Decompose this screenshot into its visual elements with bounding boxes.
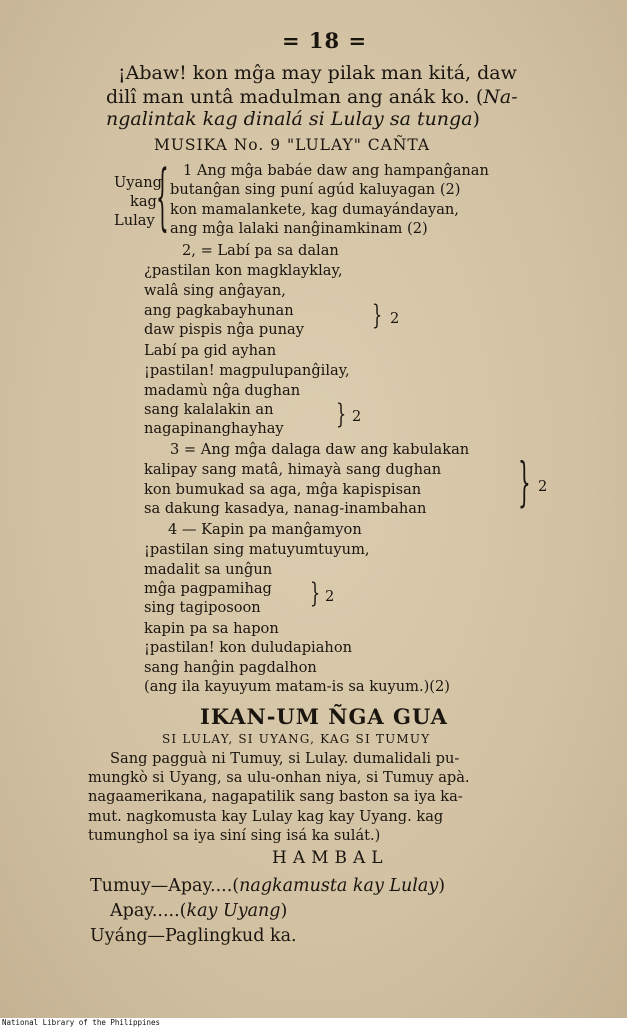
repeat-mark: 2 (325, 588, 335, 605)
intro-line-2-text: dilî man untâ madulman ang anák ko. ( (106, 86, 484, 108)
section-subtitle: SI LULAY, SI UYANG, KAG SI TUMUY (162, 732, 431, 746)
speaker-brace: { (156, 152, 169, 240)
musika-heading: MUSIKA No. 9 "LULAY" CAÑTA (154, 136, 431, 154)
repeat-mark: 2 (352, 408, 362, 425)
song-line: sang kalalakin an (144, 401, 274, 418)
song-line: ¡pastilan! magpulupanĝilay, (144, 362, 350, 379)
intro-line-3-close: ) (472, 108, 480, 130)
hambal-heading: HAMBAL (272, 848, 389, 868)
song-line: 3 = Ang mĝa dalaga daw ang kabulakan (170, 441, 470, 458)
repeat-brace: } (336, 397, 347, 430)
intro-line-3 (106, 108, 480, 130)
song-line: walâ sing anĝayan, (144, 282, 286, 299)
song-line: ang mĝa lalaki nanĝinamkinam (2) (170, 220, 428, 237)
song-line: madalit sa unĝun (144, 561, 273, 578)
intro-line-2-italic: Na- (483, 86, 518, 108)
song-line: ¡pastilan sing matuyumtuyum, (144, 541, 370, 558)
song-line: sang hanĝin pagdalhon (144, 659, 317, 676)
prose-line: mut. nagkomusta kay Lulay kag kay Uyang. kag (88, 808, 444, 825)
song-line: 4 — Kapin pa manĝamyon (168, 521, 362, 538)
dialogue-text: Tumuy—Apay....( (90, 876, 240, 896)
song-line: sing tagiposoon (144, 599, 261, 616)
repeat-brace: } (310, 576, 321, 609)
footer-credit: National Library of the Philippines (0, 1018, 627, 1028)
prose-line: tumunghol sa iya siní sing isá ka sulát.) (88, 827, 381, 844)
prose-line: mungkò si Uyang, sa ulu-onhan niya, si Tumuy apà. (88, 769, 470, 786)
song-line: daw pispis nĝa punay (144, 321, 304, 338)
stage-direction: kay Uyang (186, 901, 281, 921)
intro-line-1: ¡Abaw! kon mĝa may pilak man kitá, daw (118, 62, 517, 84)
repeat-mark: 2 (538, 478, 548, 495)
section-title: IKAN-UM ÑGA GUA (200, 704, 448, 729)
song-line: ¿pastilan kon magklayklay, (144, 262, 343, 279)
song-line: ang pagkabayhunan (144, 302, 294, 319)
speaker-label-3: Lulay (114, 212, 155, 229)
dialogue-close: ) (438, 876, 446, 896)
song-line: (ang ila kayuyum matam-is sa kuyum.)(2) (144, 678, 450, 695)
prose-line: nagaamerikana, nagapatilik sang baston sa iya ka- (88, 788, 463, 805)
intro-stage-direction: ngalintak kag dinalá si Lulay sa tunga (106, 108, 473, 130)
page-number: = 18 = (282, 28, 368, 53)
song-line: 1 Ang mĝa babáe daw ang hampanĝanan (183, 162, 489, 179)
song-line: kapin pa sa hapon (144, 620, 279, 637)
song-line: madamù nĝa dughan (144, 382, 301, 399)
song-line: kalipay sang matâ, himayà sang dughan (144, 461, 442, 478)
stage-direction: nagkamusta kay Lulay (239, 876, 439, 896)
song-line: mĝa pagpamihag (144, 580, 272, 597)
repeat-brace: } (372, 298, 383, 331)
dialogue-line (110, 901, 287, 921)
song-line: sa dakung kasadya, nanag-inambahan (144, 500, 427, 517)
dialogue-line (90, 926, 297, 946)
repeat-brace: } (518, 450, 531, 514)
song-line: 2, = Labí pa sa dalan (182, 242, 339, 259)
song-line: ¡pastilan! kon duludapiahon (144, 639, 353, 656)
dialogue-text: Apay.....( (110, 901, 187, 921)
song-line: Labí pa gid ayhan (144, 342, 277, 359)
dialogue-close: ) (280, 901, 288, 921)
prose-line: Sang pagguà ni Tumuy, si Lulay. dumalidali pu- (110, 750, 460, 767)
intro-line-2 (106, 86, 518, 108)
repeat-mark: 2 (390, 310, 400, 327)
song-line: nagapinanghayhay (144, 420, 284, 437)
speaker-label-1: Uyang (114, 174, 162, 191)
dialogue-text: Uyáng—Paglingkud ka. (90, 926, 297, 946)
song-line: butanĝan sing puní agúd kaluyagan (2) (170, 181, 461, 198)
dialogue-line (90, 876, 445, 896)
song-line: kon mamalankete, kag dumayándayan, (170, 201, 459, 218)
song-line: kon bumukad sa aga, mĝa kapispisan (144, 481, 422, 498)
speaker-label-2: kag (130, 193, 157, 210)
